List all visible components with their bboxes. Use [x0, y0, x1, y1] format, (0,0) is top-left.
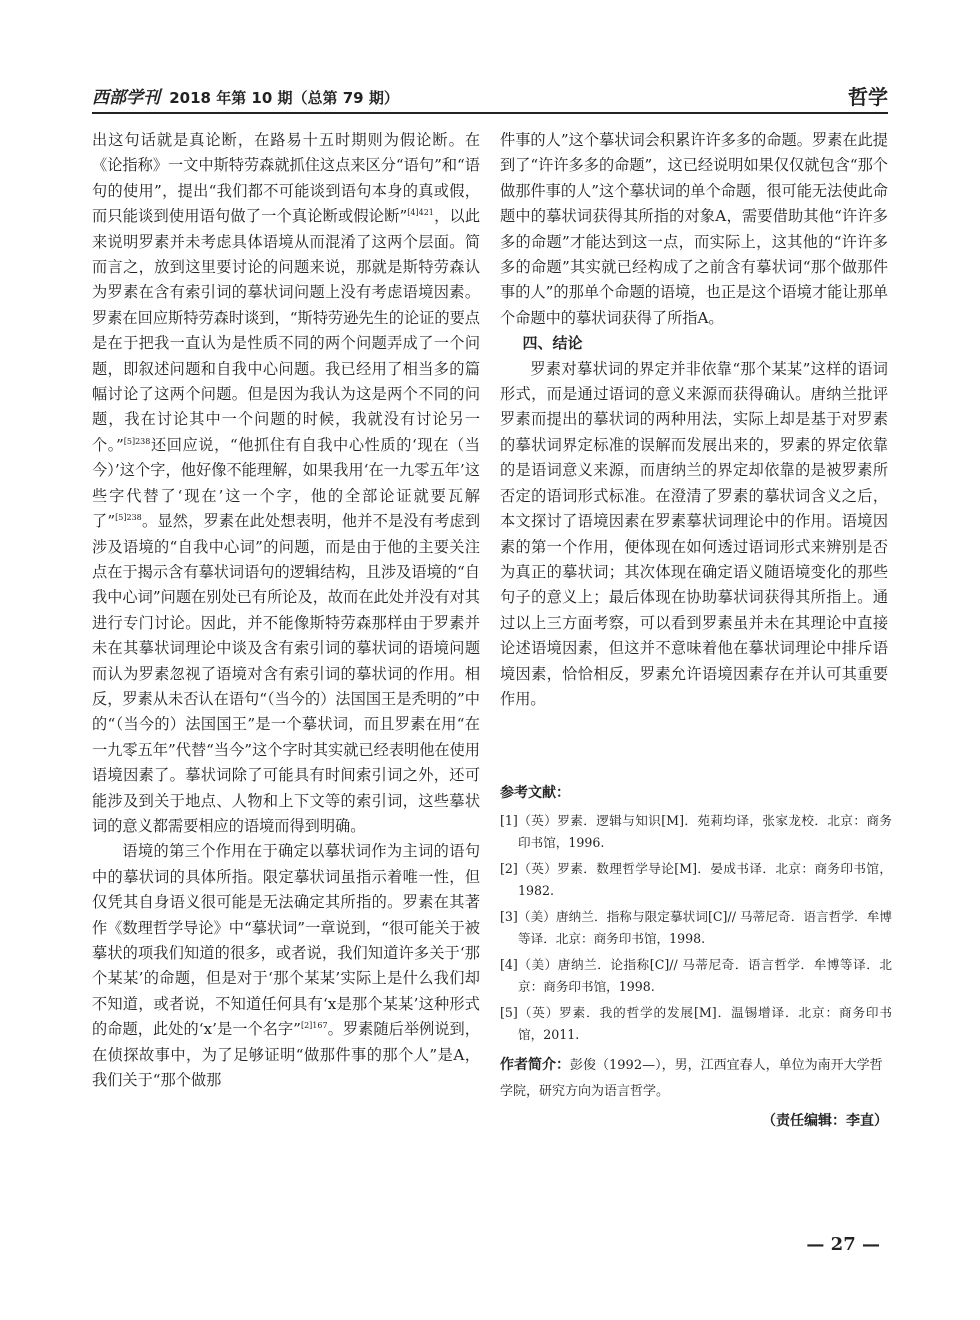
- right-column: [500, 128, 888, 712]
- header-rule: [92, 112, 888, 114]
- journal-name: 西部学刊: [92, 88, 160, 108]
- section-label: 哲学: [848, 85, 888, 109]
- reference-item: [1]（英）罗素．逻辑与知识[M]．苑莉均译，张家龙校．北京：商务印书馆，1996.: [500, 813, 892, 850]
- author-label: 作者简介：: [500, 1057, 570, 1073]
- page-header: [92, 84, 888, 114]
- references: [500, 782, 892, 1050]
- citation: [4]421: [407, 208, 434, 218]
- author-bio: [500, 1052, 892, 1105]
- citation: [2]167: [300, 1021, 328, 1031]
- author-text: 彭俊（1992—），男，江西宜春人，单位为南开大学哲学院，研究方向为语言哲学。: [500, 1058, 883, 1099]
- paragraph: 语境的第三个作用在于确定以摹状词作为主词的语句中的摹状词的具体所指。限定摹状词虽指示着唯一性，但仅凭其自身语义很可能是无法确定其所指的。罗素在其著作《数理哲学导论》中“摹状词”一章说到，“很可能关于被摹状的项我们知道的很多，或者说，我们知道许多关于‘那个某某’的命题，但是对于‘那个某某’实际上是什么我们却不知道，或者说，不知道任何具有‘x是那个某某’这种形式的命题，此处的‘x’是一个名字”$^{[2]167}$。罗素随后举例说到，在侦探故事中，为了足够证明“做那件事的那个人”是A，我们关于“那个做那: [92, 842, 480, 1090]
- citation: [5]238: [123, 436, 151, 446]
- page-number: — 27 —: [806, 1234, 880, 1255]
- references-title: 参考文献：: [500, 785, 570, 801]
- reference-item: [4]（美）唐纳兰．论指称[C]// 马蒂尼奇．语言哲学．牟博等译．北京：商务印书馆，1998.: [500, 957, 892, 994]
- paragraph: 罗素对摹状词的界定并非依靠“那个某某”这样的语词形式，而是通过语词的意义来源而获得确认。唐纳兰批评罗素而提出的摹状词的两种用法，实际上却是基于对罗素的摹状词界定标准的误解而发展出来的，罗素的界定依靠的是语词意义来源，而唐纳兰的界定却依靠的是被罗素所否定的语词形式标准。在澄清了罗素的摹状词含义之后，本文探讨了语境因素在罗素摹状词理论中的作用。语境因素的第一个作用，便体现在如何透过语词形式来辨别是否为真正的摹状词；其次体现在确定语义随语境变化的那些句子的意义上；最后体现在协助摹状词获得其所指上。通过以上三方面考察，可以看到罗素虽并未在其理论中直接论述语境因素，但这并不意味着他在摹状词理论中排斥语境因素，恰恰相反，罗素允许语境因素存在并认可其重要作用。: [500, 359, 888, 708]
- paragraph: 出这句话就是真论断，在路易十五时期则为假论断。在《论指称》一文中斯特劳森就抓住这点来区分“语句”和“语句的使用”，提出“我们都不可能谈到语句本身的真或假，而只能谈到使用语句做了一个真论断或假论断”$^{[4]421}$，以此来说明罗素并未考虑具体语境从而混淆了这两个层面。简而言之，放到这里要讨论的问题来说，那就是斯特劳森认为罗素在含有索引词的摹状词问题上没有考虑语境因素。罗素在回应斯特劳森时谈到，“斯特劳逊先生的论证的要点是在于把我一直认为是性质不同的两个问题弄成了一个问题，即叙述问题和自我中心问题。我已经用了相当多的篇幅讨论了这两个问题。但是因为我认为这是两个不同的问题，我在讨论其中一个问题的时候，我就没有讨论另一个。”$^{[5]238}$还回应说，“他抓住有自我中心性质的‘现在（当今）’这个字，他好像不能理解，如果我用‘在一九零五年’这些字代替了‘现在’这一个字，他的全部论证就要瓦解了”$^{[5]238}$。显然，罗素在此处想表明，他并不是没有考虑到涉及语境的“自我中心词”的问题，而是由于他的主要关注点在于揭示含有摹状词语句的逻辑结构，且涉及语境的“自我中心词”问题在别处已有所论及，故而在此处并没有对其进行专门讨论。因此，并不能像斯特劳森那样由于罗素并未在其摹状词理论中谈及含有索引词的摹状词的语境问题而认为罗素忽视了语境对含有索引词的摹状词的作用。相反，罗素从未否认在语句“（当今的）法国国王是秃明的”中的“（当今的）法国国王”是一个摹状词，而且罗素在用“在一九零五年”代替“当今”这个字时其实就已经表明他在使用语境因素了。摹状词除了可能具有时间索引词之外，还可能涉及到关于地点、人物和上下文等的索引词，这些摹状词的意义都需要相应的语境而得到明确。: [92, 131, 480, 835]
- reference-item: [5]（英）罗素．我的哲学的发展[M]．温锡增译．北京：商务印书馆，2011.: [500, 1005, 892, 1042]
- section-heading: 四、结论: [522, 334, 583, 353]
- reference-item: [3]（美）唐纳兰．指称与限定摹状词[C]// 马蒂尼奇．语言哲学．牟博等译．北京：商务印书馆，1998.: [500, 909, 892, 946]
- journal-info: [92, 83, 399, 108]
- paragraph: 件事的人”这个摹状词会积累许许多多的命题。罗素在此提到了“许许多多的命题”，这已经说明如果仅仅就包含“那个做那件事的人”这个摹状词的单个命题，很可能无法使此命题中的摹状词获得其所指的对象A，需要借助其他“许许多多的命题”才能达到这一点，而实际上，这其他的“许许多多的命题”其实就已经构成了之前含有摹状词“那个做那件事的人”的那单个命题的语境，也正是这个语境才能让那单个命题中的摹状词获得了所指A。: [500, 131, 888, 327]
- issue-info: 2018 年第 10 期（总第 79 期）: [169, 89, 399, 107]
- left-column: [92, 128, 480, 1093]
- reference-item: [2]（英）罗素．数理哲学导论[M]．晏成书译．北京：商务印书馆，1982.: [500, 861, 892, 898]
- citation: [5]238: [115, 513, 142, 523]
- editor-note: （责任编辑：李直）: [762, 1113, 888, 1129]
